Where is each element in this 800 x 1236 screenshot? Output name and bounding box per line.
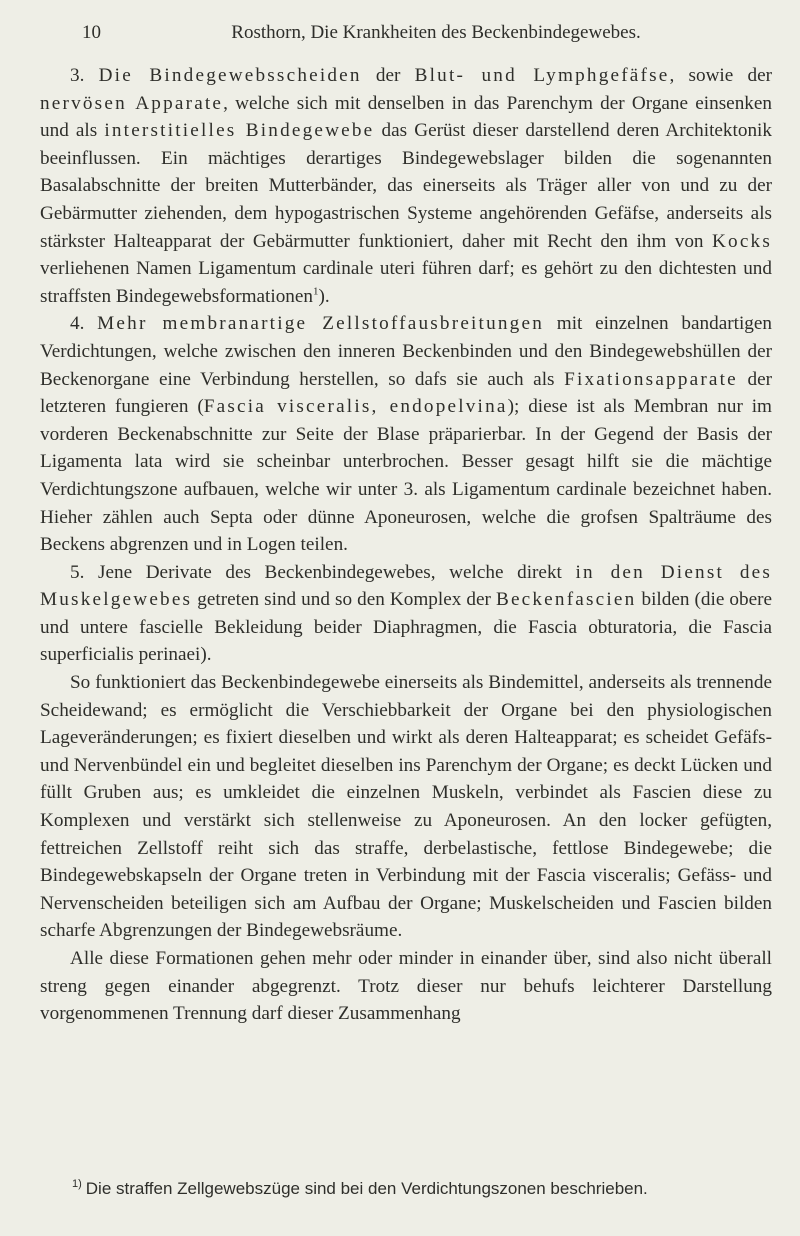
page-header bbox=[40, 22, 772, 56]
paragraph-continuation: Alle diese Formationen gehen mehr oder minder in einander über, sind also nicht überall streng gegen einander abgegrenzt. Trotz dieser nur behufs leichterer Darstellung vorgenommenen Trennung darf dieser Zusammenhang bbox=[40, 948, 772, 1025]
page-number: 10 bbox=[82, 22, 101, 43]
body-text bbox=[40, 62, 772, 1028]
footnote-text: Die straffen Zellgewebszüge sind bei den Verdichtungszonen beschrieben. bbox=[85, 1179, 648, 1198]
running-head: Rosthorn, Die Krankheiten des Beckenbindegewebes. bbox=[231, 22, 641, 43]
footnote bbox=[72, 1178, 772, 1200]
paragraph-3: 3. Die Bindegewebsscheiden der Blut- und Lymphgefäfse, sowie der nervösen Apparate, welche sich mit denselben in das Parenchym der Organe einsenken und als interstitielles Bindegewebe das Gerüst dieser darstellend deren Architektonik beeinflussen. Ein mächtiges derartiges Bindegewebslager bilden die sogenannten Basalabschnitte der breiten Mutterbänder, das einerseits als Träger aller von und zu der Gebärmutter ziehenden, dem hypogastrischen Systeme angehörenden Gefäfse, anderseits als stärkster Halteapparat der Gebärmutter funktioniert, daher mit Recht den ihm von Kocks verliehenen Namen Ligamentum cardinale uteri führen darf; es gehört zu den dichtesten und straffsten Bindegewebsformationen$^1$). bbox=[40, 65, 773, 307]
footnote-reference: 1 bbox=[313, 285, 319, 298]
paragraph-4: 4. Mehr membranartige Zellstoffausbreitungen mit einzelnen bandartigen Verdichtungen, welche zwischen den inneren Beckenbinden und den Bindegewebshüllen der Beckenorgane eine Verbindung herstellen, so dafs sie auch als Fixationsapparate der letzteren fungieren (Fascia visceralis, endopelvina); diese ist als Membran nur im vorderen Beckenabschnitte zur Seite der Blase präparierbar. In der Gegend der Basis der Ligamenta lata wird sie scheinbar unterbrochen. Besser gesagt hilft sie die mächtige Verdichtungszone aufbauen, welche wir unter 3. als Ligamentum cardinale bezeichnet haben. Hieher zählen auch Septa oder dünne Aponeurosen, welche die grofsen Spalträume des Beckens abgrenzen und in Logen teilen. bbox=[40, 313, 772, 556]
footnote-mark: 1) bbox=[72, 1178, 82, 1191]
paragraph-summary: So funktioniert das Beckenbindegewebe einerseits als Bindemittel, anderseits als trennende Scheidewand; es ermöglicht die Verschiebbarkeit der Organe bei den physiologischen Lageveränderungen; es fixiert dieselben und wirkt als deren Halteapparat; es scheidet Gefäfs- und Nervenbündel ein und begleitet dieselben ins Parenchym der Organe; es deckt Lücken und füllt Gruben aus; es umkleidet die einzelnen Muskeln, verbindet als Fascien diese zu Komplexen und verstärkt sich stellenweise zu Aponeurosen. An den locker gefügten, fettreichen Zellstoff reiht sich das straffe, derbelastische, fettlose Bindegewebe; die Bindegewebskapseln der Organe treten in Verbindung mit der Fascia visceralis; Gefäss- und Nervenscheiden beteiligen sich am Aufbau der Organe; Muskelscheiden und Fascien bilden scharfe Abgrenzungen der Bindegewebsräume. bbox=[40, 672, 772, 942]
paragraph-5: 5. Jene Derivate des Beckenbindegewebes, welche direkt in den Dienst des Muskelgewebes getreten sind und so den Komplex der Beckenfascien bilden (die obere und untere fascielle Bekleidung beider Diaphragmen, die Fascia obturatoria, die Fascia superficialis perinaei). bbox=[40, 561, 773, 666]
